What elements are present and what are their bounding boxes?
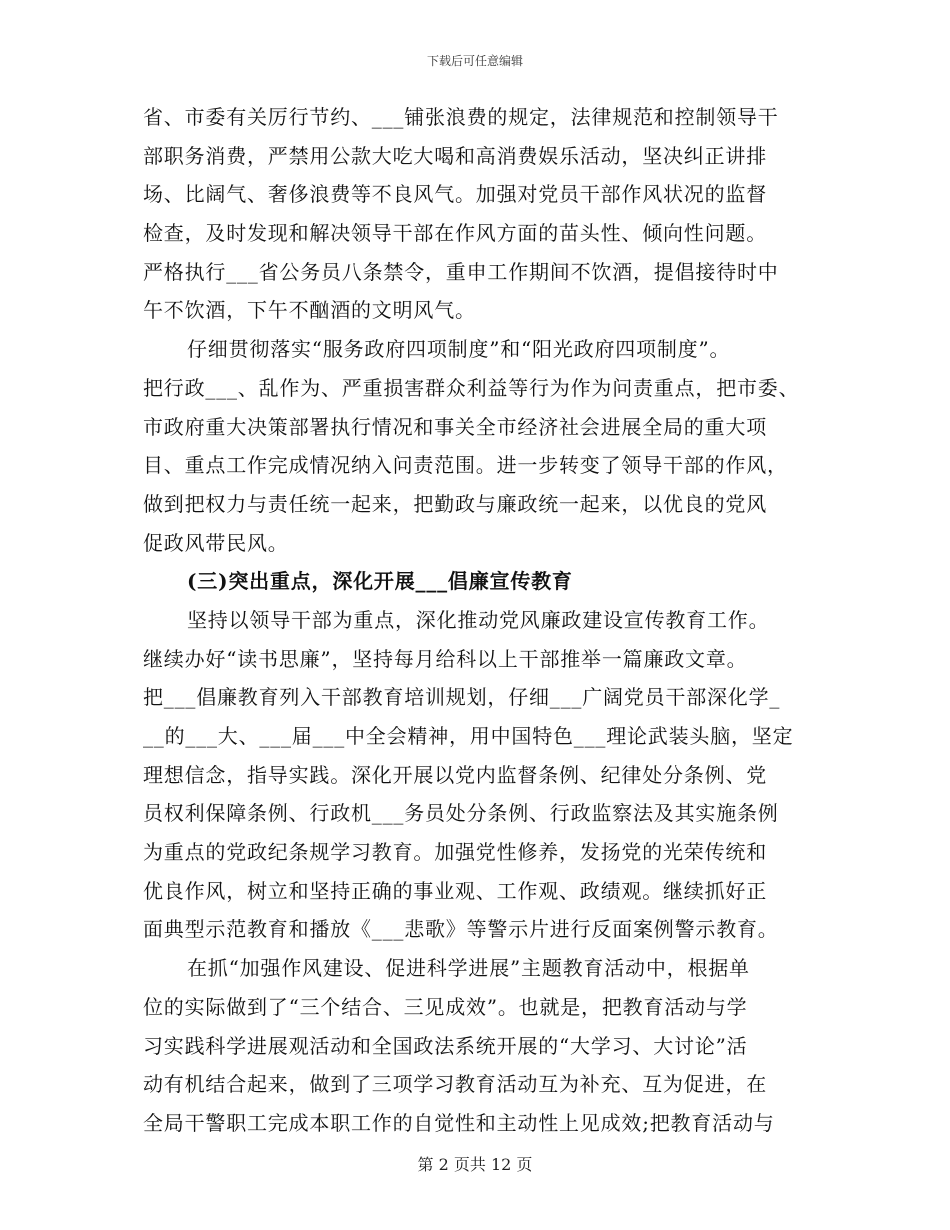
text-line: 动有机结合起来，做到了三项学习教育活动互为补充、互为促进，在 [143,1072,767,1097]
text-line: 检查，及时发现和解决领导干部在作风方面的苗头性、倾向性问题。 [143,221,767,246]
text-line: 位的实际做到了“三个结合、三见成效”。也就是，把教育活动与学 [143,994,748,1019]
text-line: 促政风带民风。 [143,530,289,555]
text-line: 场、比阔气、奢侈浪费等不良风气。加强对党员干部作风状况的监督 [143,182,767,207]
text-line: 全局干警职工完成本职工作的自觉性和主动性上见成效;把教育活动与 [143,1110,775,1135]
text-line: 部职务消费，严禁用公款大吃大喝和高消费娱乐活动，坚决纠正讲排 [143,143,767,168]
text-line: __的___大、___届___中全会精神，用中国特色___理论武装头脑，坚定 [143,724,794,748]
text-line: 仔细贯彻落实“服务政府四项制度”和“阳光政府四项制度”。 [187,337,731,362]
text-line: 午不饮酒，下午不酗酒的文明风气。 [143,298,476,323]
section-heading: (三)突出重点，深化开展___倡廉宣传教育 [187,569,573,594]
document-body [143,98,823,1143]
page-footer: 第 2 页共 12 页 [417,1155,533,1174]
text-line: 理想信念，指导实践。深化开展以党内监督条例、纪律处分条例、党 [143,762,767,787]
page-header: 下载后可任意编辑 [426,54,523,68]
text-line: 把行政___、乱作为、严重损害群众利益等行为作为问责重点，把市委、 [143,375,800,400]
text-line: 市政府重大决策部署执行情况和事关全市经济社会进展全局的重大项 [143,414,767,439]
text-line: 习实践科学进展观活动和全国政法系统开展的“大学习、大讨论”活 [143,1033,748,1058]
text-line: 为重点的党政纪条规学习教育。加强党性修养，发扬党的光荣传统和 [143,840,767,865]
text-line: 目、重点工作完成情况纳入问责范围。进一步转变了领导干部的作风， [143,453,788,478]
text-line: 坚持以领导干部为重点，深化推动党风廉政建设宣传教育工作。 [187,607,770,632]
text-line: 面典型示范教育和播放《___悲歌》等警示片进行反面案例警示教育。 [143,917,779,942]
text-line: 做到把权力与责任统一起来，把勤政与廉政统一起来，以优良的党风 [143,491,767,516]
text-line: 严格执行___省公务员八条禁令，重申工作期间不饮酒，提倡接待时中 [143,259,779,284]
text-line: 省、市委有关厉行节约、___铺张浪费的规定，法律规范和控制领导干 [143,105,779,129]
text-line: 优良作风，树立和坚持正确的事业观、工作观、政绩观。继续抓好正 [143,878,767,903]
text-line: 在抓“加强作风建设、促进科学进展”主题教育活动中，根据单 [187,956,750,981]
text-line: 继续办好“读书思廉”，坚持每月给科以上干部推举一篇廉政文章。 [143,646,748,671]
text-line: 把___倡廉教育列入干部教育培训规划，仔细___广阔党员干部深化学_ [143,685,781,710]
text-line: 员权利保障条例、行政机___务员处分条例、行政监察法及其实施条例 [143,801,779,826]
